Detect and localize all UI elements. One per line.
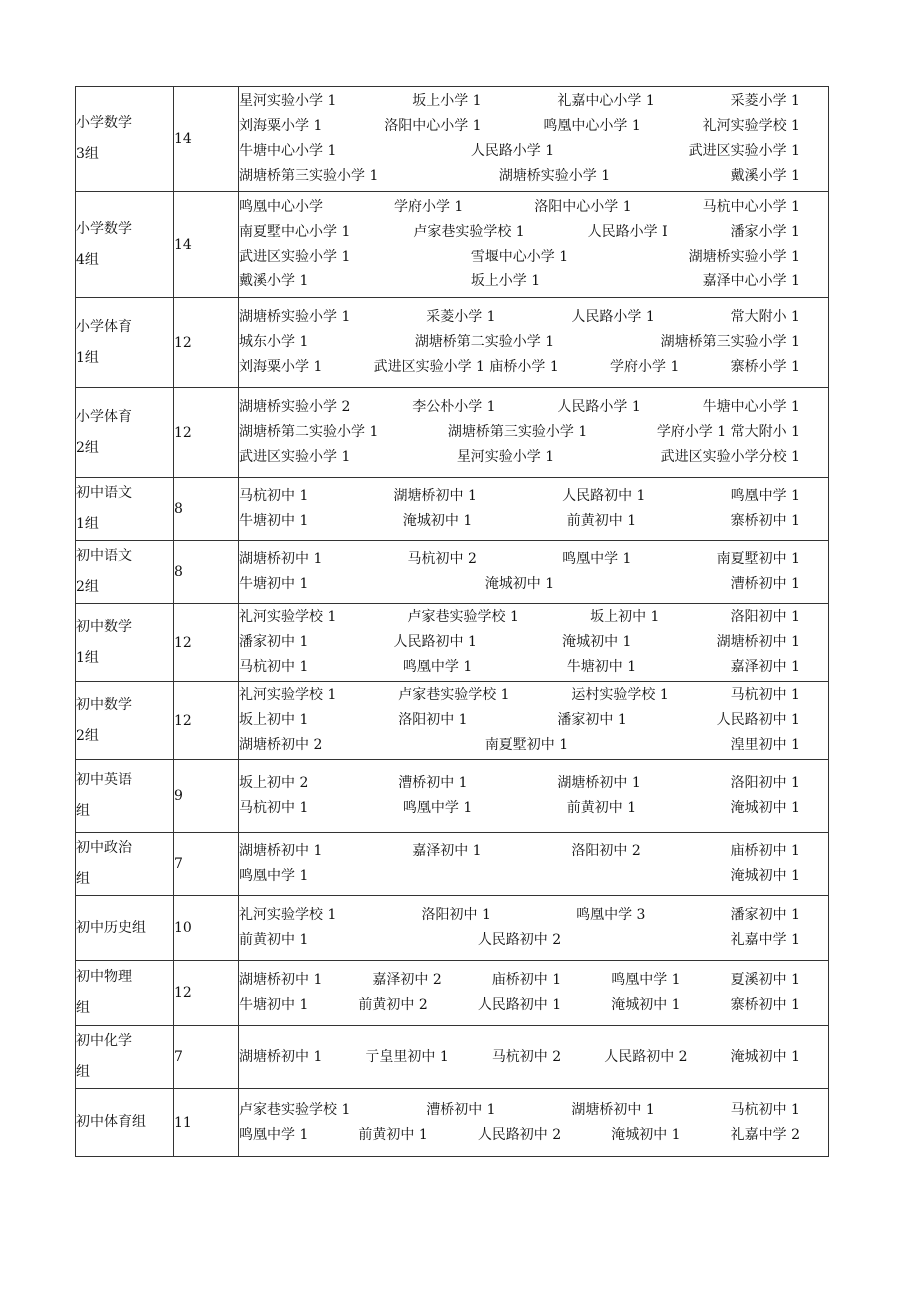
school-entry: 李公朴小学 1 <box>412 399 496 416</box>
school-entry: 淹城初中 1 <box>484 576 555 592</box>
school-entry: 鸣凰中学 1 <box>562 551 632 568</box>
schools-cell <box>239 87 829 192</box>
school-entry: 湖塘桥实验小学 1 <box>688 248 800 265</box>
schools-cell <box>239 192 829 298</box>
count-cell: 14 <box>174 192 239 298</box>
school-entry: 常大附小 1 <box>730 309 800 326</box>
school-entry: 鸣凰中学 1 <box>402 800 473 816</box>
school-line <box>239 903 828 928</box>
count-cell: 12 <box>174 604 239 682</box>
count-cell: 8 <box>174 478 239 541</box>
school-line <box>239 796 828 821</box>
school-entry: 牛塘初中 1 <box>239 997 309 1013</box>
count-cell: 9 <box>174 760 239 833</box>
school-entry: 前黄初中 1 <box>566 800 637 816</box>
group-name: 初中化学 组 <box>76 1033 132 1080</box>
school-entry: 马杭初中 2 <box>491 1048 562 1065</box>
school-line <box>239 683 828 708</box>
school-line <box>239 733 828 758</box>
school-entry: 卢家巷实验学校 1 <box>407 609 519 626</box>
count-cell: 8 <box>174 541 239 604</box>
count-cell: 7 <box>174 1026 239 1089</box>
count-cell: 12 <box>174 682 239 760</box>
school-entry: 人民路初中 1 <box>393 634 477 651</box>
school-line <box>239 355 828 380</box>
school-entry: 采菱小学 1 <box>426 309 496 326</box>
school-line <box>239 771 828 796</box>
school-entry: 雪堰中心小学 1 <box>470 248 569 265</box>
school-entry: 洛阳初中 1 <box>421 907 491 924</box>
group-name-cell <box>76 478 174 541</box>
group-name-cell <box>76 604 174 682</box>
school-entry: 坂上初中 2 <box>239 775 309 792</box>
school-entry: 鸣凰中学 1 <box>239 1126 309 1143</box>
school-line <box>239 484 828 509</box>
school-line <box>239 572 828 597</box>
school-line <box>239 164 828 189</box>
group-name: 初中体育组 <box>76 1114 146 1130</box>
table-row <box>76 604 829 682</box>
school-entry: 人民路初中 2 <box>477 1126 562 1143</box>
table-row <box>76 961 829 1026</box>
school-entry: 人民路初中 2 <box>477 932 562 948</box>
allocation-table <box>75 86 829 1157</box>
schools-cell <box>239 298 829 388</box>
school-line <box>239 509 828 534</box>
school-entry: 人民路初中 1 <box>562 488 646 505</box>
count-cell: 14 <box>174 87 239 192</box>
school-entry: 湖塘桥初中 1 <box>393 488 477 505</box>
school-entry: 刘海粟小学 1 <box>239 358 323 375</box>
school-entry: 洛阳初中 1 <box>730 609 800 626</box>
school-entry: 淹城初中 1 <box>611 997 681 1013</box>
school-entry: 湖塘桥第三实验小学 1 <box>447 424 588 441</box>
school-entry: 湖塘桥第二实验小学 1 <box>239 424 379 441</box>
group-name: 初中数学 2组 <box>76 696 132 744</box>
count-cell: 12 <box>174 298 239 388</box>
school-entry: 马杭初中 1 <box>730 687 800 704</box>
school-entry: 礼嘉中心小学 1 <box>557 93 655 110</box>
school-entry: 牛塘初中 1 <box>239 513 309 529</box>
table-row <box>76 682 829 760</box>
school-entry: 武进区实验小学分校 1 <box>660 448 800 465</box>
school-entry: 城东小学 1 <box>239 334 309 351</box>
school-entry: 坂上初中 1 <box>590 609 660 626</box>
table-row <box>76 298 829 388</box>
school-entry: 淹城初中 1 <box>562 634 632 651</box>
school-entry: 前黄初中 2 <box>358 997 428 1013</box>
school-entry: 前黄初中 1 <box>358 1126 428 1143</box>
table-row <box>76 87 829 192</box>
school-entry: 寨桥初中 1 <box>730 997 800 1013</box>
group-name-cell <box>76 961 174 1026</box>
school-entry: 学府小学 1 <box>610 358 680 375</box>
school-entry: 礼河实验学校 1 <box>239 907 337 924</box>
group-name: 初中语文 2组 <box>76 548 132 595</box>
school-entry: 湟里初中 1 <box>730 736 800 753</box>
school-entry: 马杭初中 1 <box>239 800 309 816</box>
table-row <box>76 1026 829 1089</box>
school-line <box>239 864 828 889</box>
school-entry: 嘉泽初中 1 <box>412 843 482 860</box>
count-cell: 12 <box>174 961 239 1026</box>
school-entry: 寨桥初中 1 <box>730 513 800 529</box>
school-entry: 南夏墅中心小学 1 <box>239 223 351 240</box>
school-entry: 前黄初中 1 <box>566 513 637 529</box>
school-entry: 采菱小学 1 <box>730 93 800 110</box>
count-cell: 10 <box>174 896 239 961</box>
school-entry: 武进区实验小学 1 <box>688 143 800 159</box>
school-entry: 湖塘桥初中 1 <box>239 1048 323 1065</box>
school-entry: 马杭初中 1 <box>239 658 309 675</box>
school-line <box>239 839 828 864</box>
school-entry: 武进区实验小学 1 庙桥小学 1 <box>373 358 559 375</box>
group-name: 初中政治 组 <box>76 840 132 887</box>
school-line <box>239 395 828 420</box>
school-entry: 湖塘桥第三实验小学 1 <box>660 334 800 351</box>
school-entry: 礼嘉中学 2 <box>730 1126 800 1143</box>
school-line <box>239 114 828 139</box>
school-entry: 刘海粟小学 1 <box>239 118 323 135</box>
school-entry: 人民路初中 1 <box>477 997 562 1013</box>
school-entry: 运村实验学校 1 <box>571 687 669 704</box>
school-line <box>239 655 828 680</box>
school-line <box>239 1045 828 1070</box>
school-entry: 湖塘桥初中 1 <box>716 634 800 651</box>
school-entry: 洛阳中心小学 1 <box>384 118 482 135</box>
school-entry: 鸣凰中心小学 1 <box>543 118 641 135</box>
school-entry: 湖塘桥初中 1 <box>557 775 641 792</box>
school-entry: 坂上初中 1 <box>239 712 309 729</box>
schools-cell <box>239 1089 829 1157</box>
school-entry: 鸣凰中学 3 <box>576 907 646 924</box>
school-entry: 淹城初中 1 <box>402 513 473 529</box>
school-line <box>239 139 828 164</box>
schools-cell <box>239 896 829 961</box>
school-entry: 鸣凰中学 1 <box>730 488 800 505</box>
school-line <box>239 245 828 270</box>
school-entry: 湖塘桥初中 1 <box>571 1101 655 1118</box>
school-entry: 学府小学 1 常大附小 1 <box>656 424 800 441</box>
school-entry: 湖塘桥初中 2 <box>239 736 323 753</box>
schools-cell <box>239 604 829 682</box>
group-name: 小学体育 1组 <box>76 318 132 366</box>
table-row <box>76 192 829 298</box>
school-entry: 人民路小学 1 <box>557 399 641 416</box>
school-entry: 戴溪小学 1 <box>239 273 309 290</box>
school-entry: 牛塘初中 1 <box>566 658 637 675</box>
school-entry: 人民路初中 2 <box>604 1048 688 1065</box>
table-body <box>76 87 829 1157</box>
group-name: 初中语文 1组 <box>76 485 132 532</box>
school-entry: 淹城初中 1 <box>730 1048 800 1065</box>
school-entry: 武进区实验小学 1 <box>239 448 351 465</box>
school-entry: 礼嘉中学 1 <box>730 932 800 948</box>
school-entry: 淹城初中 1 <box>611 1126 681 1143</box>
group-name-cell <box>76 682 174 760</box>
school-entry: 湖塘桥第三实验小学 1 <box>239 167 379 184</box>
group-name-cell <box>76 1026 174 1089</box>
school-entry: 卢家巷实验学校 1 <box>398 687 510 704</box>
group-name: 小学数学 3组 <box>76 115 132 162</box>
group-name: 初中历史组 <box>76 919 146 936</box>
school-entry: 庙桥初中 1 <box>730 843 800 860</box>
school-entry: 湖塘桥实验小学 1 <box>239 309 351 326</box>
school-entry: 学府小学 1 <box>393 198 464 215</box>
schools-cell <box>239 961 829 1026</box>
school-entry: 湖塘桥初中 1 <box>239 551 323 568</box>
group-name: 小学数学 4组 <box>76 220 132 268</box>
school-entry: 嘉泽中心小学 1 <box>702 273 800 290</box>
group-name: 初中数学 1组 <box>76 618 132 666</box>
count-cell: 11 <box>174 1089 239 1157</box>
school-entry: 人民路初中 1 <box>716 712 800 729</box>
group-name-cell <box>76 192 174 298</box>
school-line <box>239 305 828 330</box>
school-entry: 牛塘中心小学 1 <box>702 399 800 416</box>
school-entry: 礼河实验学校 1 <box>239 687 337 704</box>
school-line <box>239 928 828 953</box>
school-entry: 南夏墅初中 1 <box>484 736 569 753</box>
school-line <box>239 330 828 355</box>
school-line <box>239 420 828 445</box>
school-line <box>239 630 828 655</box>
schools-cell <box>239 1026 829 1089</box>
table-row <box>76 1089 829 1157</box>
schools-cell <box>239 682 829 760</box>
schools-cell <box>239 478 829 541</box>
school-entry: 洛阳初中 1 <box>730 775 800 792</box>
table-row <box>76 833 829 896</box>
school-entry: 前黄初中 1 <box>239 932 309 948</box>
school-entry: 湖塘桥实验小学 2 <box>239 399 351 416</box>
group-name-cell <box>76 87 174 192</box>
school-entry: 湖塘桥第二实验小学 1 <box>414 334 555 351</box>
school-entry: 马杭初中 2 <box>407 551 477 568</box>
school-line <box>239 195 828 220</box>
group-name-cell <box>76 1089 174 1157</box>
school-entry: 洛阳初中 2 <box>571 843 641 860</box>
school-entry: 漕桥初中 1 <box>398 775 468 792</box>
school-entry: 马杭初中 1 <box>239 488 309 505</box>
school-entry: 潘家初中 1 <box>239 634 309 651</box>
school-entry: 武进区实验小学 1 <box>239 248 351 265</box>
school-entry: 漕桥初中 1 <box>426 1101 496 1118</box>
group-name: 小学体育 2组 <box>76 408 132 456</box>
school-entry: 湖塘桥初中 1 <box>239 972 323 989</box>
school-entry: 淹城初中 1 <box>730 868 800 884</box>
school-entry: 夏溪初中 1 <box>730 972 800 989</box>
group-name: 初中英语 组 <box>76 772 132 819</box>
school-line <box>239 1123 828 1148</box>
school-entry: 洛阳中心小学 1 <box>534 198 632 215</box>
school-entry: 漕桥初中 1 <box>730 576 800 592</box>
school-entry: 鸣凰中学 1 <box>611 972 681 989</box>
school-entry: 人民路小学 1 <box>470 143 555 159</box>
school-entry: 戴溪小学 1 <box>730 167 800 184</box>
school-entry: 牛塘中心小学 1 <box>239 143 337 159</box>
school-entry: 亍皇里初中 1 <box>365 1048 449 1065</box>
schools-cell <box>239 541 829 604</box>
group-name-cell <box>76 541 174 604</box>
school-entry: 礼河实验学校 1 <box>702 118 800 135</box>
school-entry: 礼河实验学校 1 <box>239 609 337 626</box>
group-name-cell <box>76 388 174 478</box>
school-entry: 鸣凰中学 1 <box>402 658 473 675</box>
school-line <box>239 993 828 1018</box>
school-entry: 鸣凰中心小学 <box>239 198 323 215</box>
school-line <box>239 445 828 470</box>
school-entry: 星河实验小学 1 <box>456 448 555 465</box>
school-entry: 坂上小学 1 <box>412 93 482 110</box>
school-line <box>239 968 828 993</box>
count-cell: 12 <box>174 388 239 478</box>
table-row <box>76 760 829 833</box>
school-entry: 湖塘桥初中 1 <box>239 843 323 860</box>
school-entry: 卢家巷实验学校 1 <box>413 223 525 240</box>
school-entry: 星河实验小学 1 <box>239 93 337 110</box>
group-name-cell <box>76 760 174 833</box>
count-cell: 7 <box>174 833 239 896</box>
school-entry: 潘家初中 1 <box>557 712 627 729</box>
school-entry: 马杭初中 1 <box>730 1101 800 1118</box>
group-name-cell <box>76 833 174 896</box>
school-entry: 坂上小学 1 <box>470 273 541 290</box>
table-row <box>76 478 829 541</box>
school-line <box>239 708 828 733</box>
school-entry: 庙桥初中 1 <box>491 972 562 989</box>
group-name-cell <box>76 896 174 961</box>
school-entry: 寨桥小学 1 <box>730 358 800 375</box>
schools-cell <box>239 833 829 896</box>
school-entry: 嘉泽初中 2 <box>372 972 442 989</box>
school-entry: 南夏墅初中 1 <box>716 551 800 568</box>
school-entry: 洛阳初中 1 <box>398 712 468 729</box>
school-entry: 牛塘初中 1 <box>239 576 309 592</box>
table-row <box>76 896 829 961</box>
school-line <box>239 89 828 114</box>
school-line <box>239 547 828 572</box>
school-line <box>239 269 828 294</box>
schools-cell <box>239 760 829 833</box>
school-line <box>239 1098 828 1123</box>
school-entry: 潘家小学 1 <box>730 223 800 240</box>
school-entry: 嘉泽初中 1 <box>730 658 800 675</box>
group-name-cell <box>76 298 174 388</box>
group-name: 初中物理 组 <box>76 969 132 1016</box>
school-entry: 潘家初中 1 <box>730 907 800 924</box>
school-entry: 人民路小学 I <box>587 223 668 240</box>
school-entry: 淹城初中 1 <box>730 800 800 816</box>
school-line <box>239 220 828 245</box>
school-entry: 卢家巷实验学校 1 <box>239 1101 351 1118</box>
school-entry: 人民路小学 1 <box>571 309 655 326</box>
school-entry: 湖塘桥实验小学 1 <box>498 167 611 184</box>
school-line <box>239 605 828 630</box>
school-entry: 鸣凰中学 1 <box>239 868 309 884</box>
table-row <box>76 388 829 478</box>
school-entry: 马杭中心小学 1 <box>702 198 800 215</box>
table-row <box>76 541 829 604</box>
schools-cell <box>239 388 829 478</box>
